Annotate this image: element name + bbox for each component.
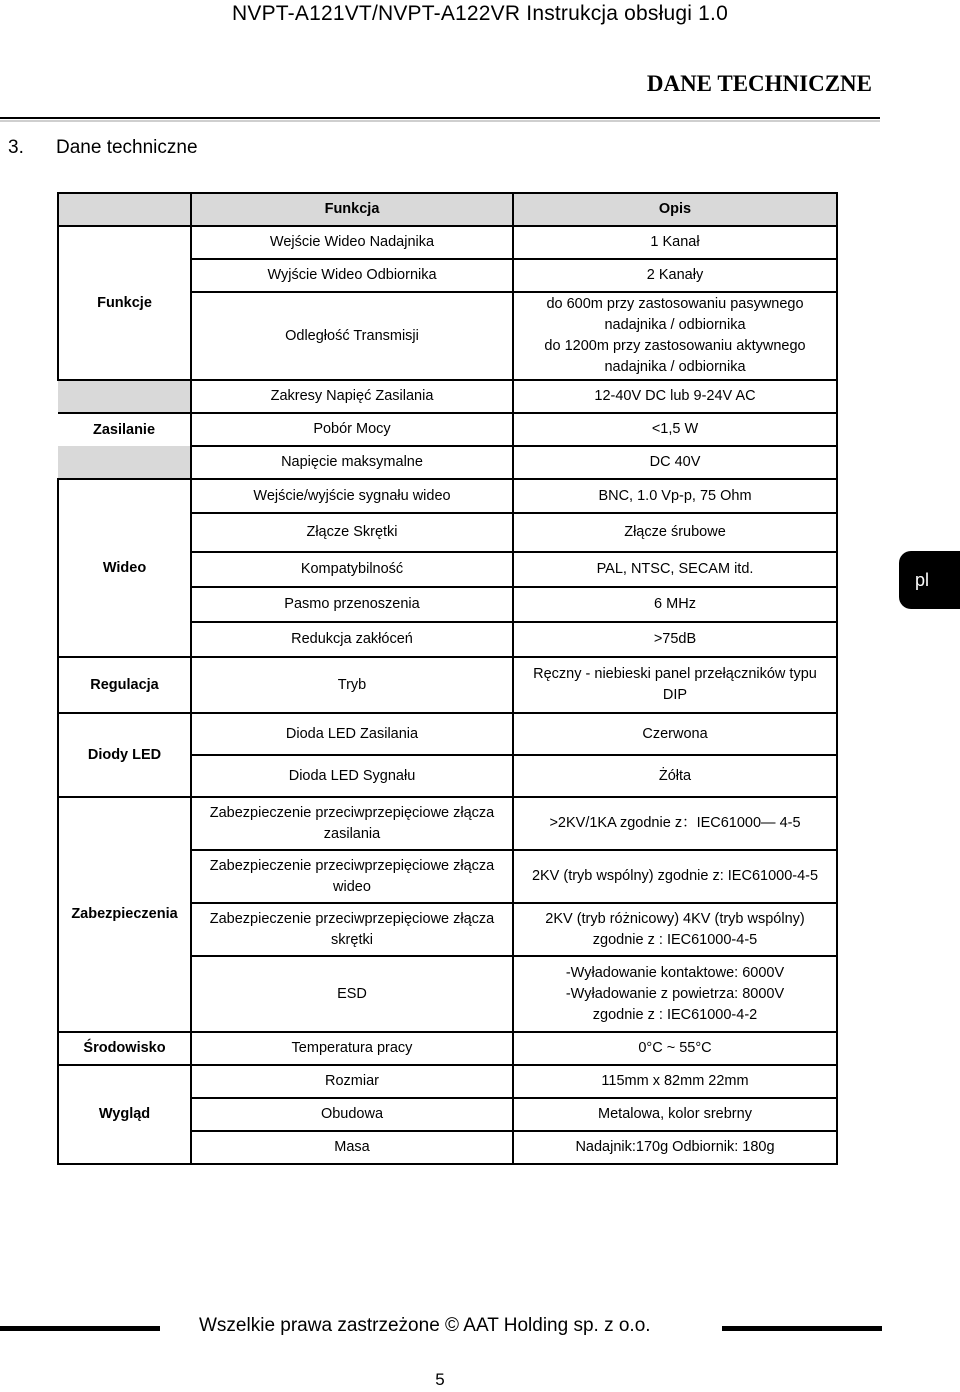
description-cell: >2KV/1KA zgodnie z：IEC61000— 4-5 [513,797,837,850]
table-row [58,413,837,446]
function-cell: Napięcie maksymalne [191,446,513,479]
function-cell: Wejście/wyjście sygnału wideo [191,479,513,513]
function-cell: Zakresy Napięć Zasilania [191,380,513,413]
description-cell: <1,5 W [513,413,837,446]
function-cell: Zabezpieczenie przeciwprzepięciowe złącza zasilania [191,797,513,850]
function-cell: Temperatura pracy [191,1032,513,1065]
category-srodowisko: Środowisko [58,1032,191,1065]
description-cell: Czerwona [513,713,837,755]
description-cell: 6 MHz [513,587,837,622]
description-cell: 1 Kanał [513,226,837,259]
description-cell: Złącze śrubowe [513,513,837,552]
description-cell: 115mm x 82mm 22mm [513,1065,837,1098]
table-row [58,446,837,479]
description-cell [513,292,837,380]
category-regulacja: Regulacja [58,657,191,713]
category-zasilanie: Zasilanie [58,413,191,446]
function-cell: Obudowa [191,1098,513,1131]
function-cell: Masa [191,1131,513,1164]
table-row [58,797,837,850]
table-row [58,380,837,413]
description-line: do 600m przy zastosowaniu pasywnego [546,296,804,312]
table-row [58,1065,837,1098]
function-cell: Tryb [191,657,513,713]
function-cell: Odległość Transmisji [191,292,513,380]
section-label: DANE TECHNICZNE [646,71,872,96]
description-cell: 12-40V DC lub 9-24V AC [513,380,837,413]
function-cell: Pobór Mocy [191,413,513,446]
table-row [58,713,837,755]
description-line: do 1200m przy zastosowaniu aktywnego [544,338,806,354]
description-cell: Żółta [513,755,837,797]
description-cell: DC 40V [513,446,837,479]
page-number: 5 [435,1370,445,1389]
description-cell: Nadajnik:170g Odbiornik: 180g [513,1131,837,1164]
description-cell: >75dB [513,622,837,657]
section-title: Dane techniczne [56,137,198,158]
category-spacer [58,380,191,413]
category-zabezpieczenia: Zabezpieczenia [58,797,191,1032]
column-header-description: Opis [513,193,837,226]
header-rule-shadow [0,120,880,122]
description-cell [513,956,837,1032]
description-cell: Metalowa, kolor srebrny [513,1098,837,1131]
footer-copyright: Wszelkie prawa zastrzeżone © AAT Holding sp. z o.o. [199,1315,651,1336]
function-cell: Redukcja zakłóceń [191,622,513,657]
function-cell: Dioda LED Zasilania [191,713,513,755]
table-row [58,1032,837,1065]
function-cell: Dioda LED Sygnału [191,755,513,797]
description-cell: Ręczny - niebieski panel przełączników typu DIP [513,657,837,713]
function-cell: Pasmo przenoszenia [191,587,513,622]
description-line: nadajnika / odbiornika [604,317,746,333]
function-cell: ESD [191,956,513,1032]
description-cell: 0°C ~ 55°C [513,1032,837,1065]
category-diody-led: Diody LED [58,713,191,797]
table-row [58,657,837,713]
category-funkcje: Funkcje [58,226,191,380]
table-row [58,226,837,259]
description-line: -Wyładowanie z powietrza: 8000V [565,985,785,1002]
function-cell: Zabezpieczenie przeciwprzepięciowe złącza skrętki [191,903,513,956]
category-wyglad: Wygląd [58,1065,191,1164]
description-line: zgodnie z : IEC61000-4-2 [592,1006,758,1023]
category-wideo: Wideo [58,479,191,657]
description-cell: 2 Kanały [513,259,837,292]
description-cell: PAL, NTSC, SECAM itd. [513,552,837,587]
footer-rule-right [722,1326,882,1331]
description-cell: BNC, 1.0 Vp-p, 75 Ohm [513,479,837,513]
category-spacer [58,446,191,479]
footer-rule-left [0,1326,160,1331]
function-cell: Wejście Wideo Nadajnika [191,226,513,259]
table-header-row [58,193,837,226]
column-header-function: Funkcja [191,193,513,226]
language-tab: pl [899,551,960,609]
function-cell: Złącze Skrętki [191,513,513,552]
header-rule [0,117,880,119]
section-number: 3. [8,137,24,158]
description-line: nadajnika / odbiornika [604,359,746,375]
function-cell: Wyjście Wideo Odbiornika [191,259,513,292]
document-title: NVPT-A121VT/NVPT-A122VR Instrukcja obsługi 1.0 [232,2,728,25]
description-line: -Wyładowanie kontaktowe: 6000V [565,964,785,981]
description-cell: 2KV (tryb wspólny) zgodnie z: IEC61000-4-5 [513,850,837,903]
function-cell: Rozmiar [191,1065,513,1098]
header-empty-cell [58,193,191,226]
function-cell: Zabezpieczenie przeciwprzepięciowe złącza wideo [191,850,513,903]
specs-table [57,192,838,1165]
function-cell: Kompatybilność [191,552,513,587]
description-cell: 2KV (tryb różnicowy) 4KV (tryb wspólny) zgodnie z : IEC61000-4-5 [513,903,837,956]
section-heading [8,137,198,159]
table-row [58,479,837,513]
